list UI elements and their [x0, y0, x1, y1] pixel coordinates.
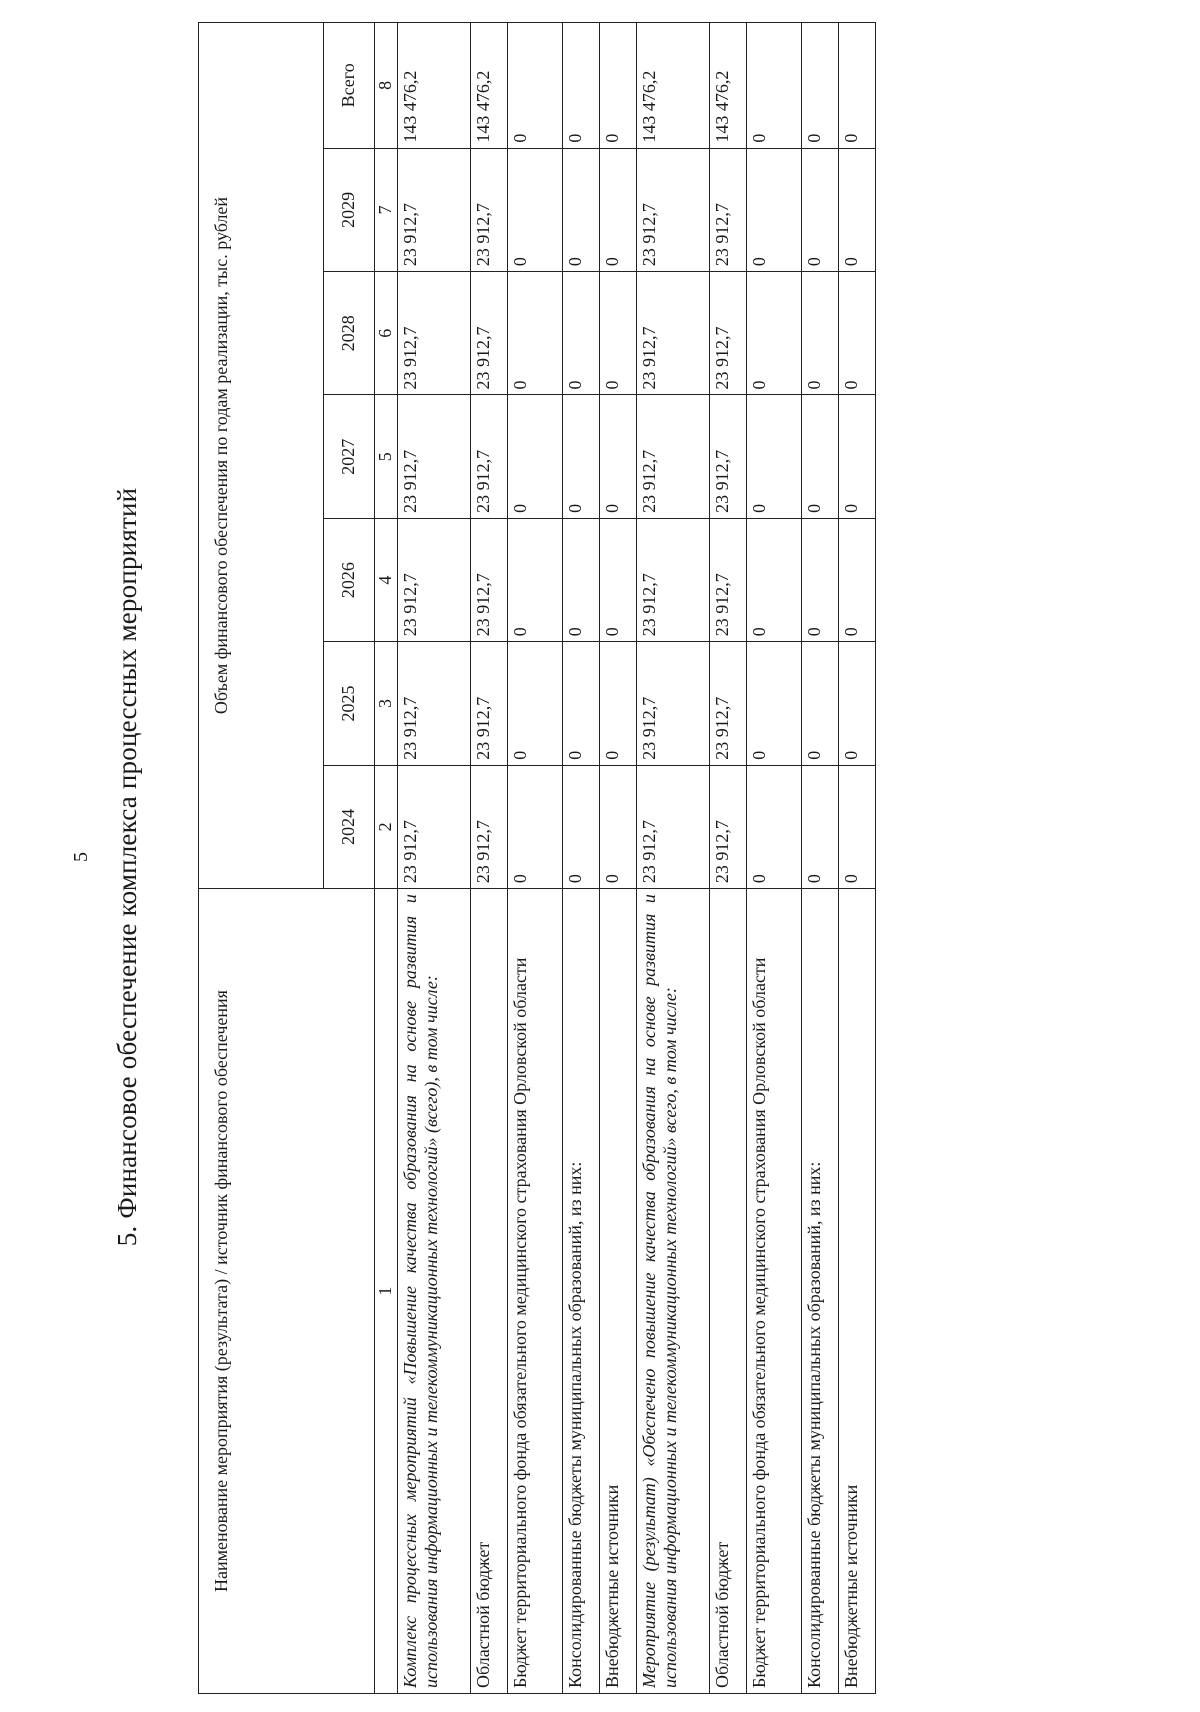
row-total-cell: 0: [563, 23, 600, 149]
row-total-cell: 0: [600, 23, 637, 149]
table-row: [710, 23, 747, 1694]
header-volume-cell: Объем финансового обеспечения по годам реализации, тыс. рублей: [199, 23, 324, 889]
row-value-cell: 0: [600, 765, 637, 888]
row-total-cell: 143 476,2: [398, 23, 471, 149]
header-year: 2025: [324, 642, 375, 765]
row-value-cell: 23 912,7: [471, 642, 508, 765]
table-row: [600, 23, 637, 1694]
table-row: [563, 23, 600, 1694]
row-value-cell: 0: [747, 642, 802, 765]
column-number: 1: [375, 889, 398, 1694]
row-name-cell: Областной бюджет: [710, 889, 747, 1694]
row-value-cell: 23 912,7: [471, 518, 508, 641]
row-value-cell: 0: [508, 642, 563, 765]
row-total-cell: 0: [747, 23, 802, 149]
row-name-cell: Мероприятие (результат) «Обеспечено повышение качества образования на основе развития и использования информационных и телекоммуникационных технологий» всего, в том числе:: [637, 889, 710, 1694]
row-value-cell: 0: [839, 642, 876, 765]
row-total-cell: 0: [839, 23, 876, 149]
table-row: [802, 23, 839, 1694]
row-value-cell: 0: [508, 765, 563, 888]
column-number: 7: [375, 148, 398, 271]
row-value-cell: 0: [747, 518, 802, 641]
row-value-cell: 0: [563, 518, 600, 641]
row-value-cell: 23 912,7: [471, 272, 508, 395]
row-value-cell: 0: [563, 148, 600, 271]
header-year: 2026: [324, 518, 375, 641]
row-total-cell: 0: [802, 23, 839, 149]
row-value-cell: 0: [600, 642, 637, 765]
row-name-cell: Комплекс процессных мероприятий «Повышение качества образования на основе развития и использования информационных и телекоммуникационных технологий» (всего), в том числе:: [398, 889, 471, 1694]
row-value-cell: 23 912,7: [710, 395, 747, 518]
row-name-cell: Областной бюджет: [471, 889, 508, 1694]
row-value-cell: 23 912,7: [398, 148, 471, 271]
section-title: 5. Финансовое обеспечение комплекса процессных мероприятий: [112, 487, 142, 1247]
row-value-cell: 23 912,7: [637, 518, 710, 641]
row-value-cell: 23 912,7: [398, 395, 471, 518]
table-row: [839, 23, 876, 1694]
row-value-cell: 0: [563, 642, 600, 765]
header-name-cell: Наименование мероприятия (результата) / источник финансового обеспечения: [199, 889, 375, 1694]
table-row: [471, 23, 508, 1694]
row-value-cell: 23 912,7: [398, 765, 471, 888]
column-number: 5: [375, 395, 398, 518]
row-value-cell: 23 912,7: [637, 148, 710, 271]
row-value-cell: 23 912,7: [637, 642, 710, 765]
row-total-cell: 0: [508, 23, 563, 149]
page-number: 5: [70, 852, 92, 862]
row-value-cell: 0: [839, 518, 876, 641]
row-name-cell: Консолидированные бюджеты муниципальных образований, из них:: [563, 889, 600, 1694]
column-number: 8: [375, 23, 398, 149]
column-number: 3: [375, 642, 398, 765]
row-value-cell: 0: [563, 272, 600, 395]
row-value-cell: 23 912,7: [710, 518, 747, 641]
header-year: 2027: [324, 395, 375, 518]
row-value-cell: 0: [839, 395, 876, 518]
row-value-cell: 0: [802, 642, 839, 765]
column-number: 6: [375, 272, 398, 395]
row-value-cell: 23 912,7: [471, 765, 508, 888]
row-name-cell: Внебюджетные источники: [600, 889, 637, 1694]
row-value-cell: 0: [600, 518, 637, 641]
row-total-cell: 143 476,2: [637, 23, 710, 149]
row-value-cell: 0: [747, 395, 802, 518]
row-value-cell: 0: [747, 272, 802, 395]
table-row: [398, 23, 471, 1694]
financing-table: [198, 22, 876, 1694]
table-row: [747, 23, 802, 1694]
row-value-cell: 0: [747, 148, 802, 271]
row-value-cell: 0: [802, 765, 839, 888]
row-value-cell: 23 912,7: [637, 395, 710, 518]
row-name-cell: Бюджет территориального фонда обязательного медицинского страхования Орловской области: [508, 889, 563, 1694]
row-value-cell: 0: [747, 765, 802, 888]
row-value-cell: 0: [802, 272, 839, 395]
row-value-cell: 0: [508, 395, 563, 518]
row-value-cell: 23 912,7: [637, 765, 710, 888]
row-name-cell: Бюджет территориального фонда обязательного медицинского страхования Орловской области: [747, 889, 802, 1694]
row-value-cell: 23 912,7: [398, 518, 471, 641]
row-value-cell: 0: [802, 518, 839, 641]
row-value-cell: 23 912,7: [398, 272, 471, 395]
row-name-cell: Консолидированные бюджеты муниципальных образований, из них:: [802, 889, 839, 1694]
row-value-cell: 0: [802, 148, 839, 271]
row-value-cell: 0: [508, 518, 563, 641]
column-number: 4: [375, 518, 398, 641]
row-value-cell: 0: [600, 272, 637, 395]
row-value-cell: 0: [508, 272, 563, 395]
row-value-cell: 0: [600, 395, 637, 518]
row-value-cell: 23 912,7: [710, 642, 747, 765]
row-value-cell: 23 912,7: [710, 148, 747, 271]
header-year: 2029: [324, 148, 375, 271]
row-total-cell: 143 476,2: [710, 23, 747, 149]
header-year: 2028: [324, 272, 375, 395]
row-value-cell: 23 912,7: [471, 395, 508, 518]
table-row: [637, 23, 710, 1694]
row-value-cell: 0: [508, 148, 563, 271]
row-value-cell: 23 912,7: [398, 642, 471, 765]
row-value-cell: 23 912,7: [637, 272, 710, 395]
row-value-cell: 0: [600, 148, 637, 271]
row-value-cell: 23 912,7: [471, 148, 508, 271]
row-value-cell: 0: [839, 765, 876, 888]
row-value-cell: 0: [802, 395, 839, 518]
row-value-cell: 23 912,7: [710, 272, 747, 395]
row-total-cell: 143 476,2: [471, 23, 508, 149]
row-value-cell: 0: [839, 272, 876, 395]
header-total: Всего: [324, 23, 375, 149]
row-value-cell: 23 912,7: [710, 765, 747, 888]
column-number: 2: [375, 765, 398, 888]
table-row: [508, 23, 563, 1694]
header-year: 2024: [324, 765, 375, 888]
row-value-cell: 0: [563, 765, 600, 888]
row-value-cell: 0: [563, 395, 600, 518]
row-name-cell: Внебюджетные источники: [839, 889, 876, 1694]
row-value-cell: 0: [839, 148, 876, 271]
